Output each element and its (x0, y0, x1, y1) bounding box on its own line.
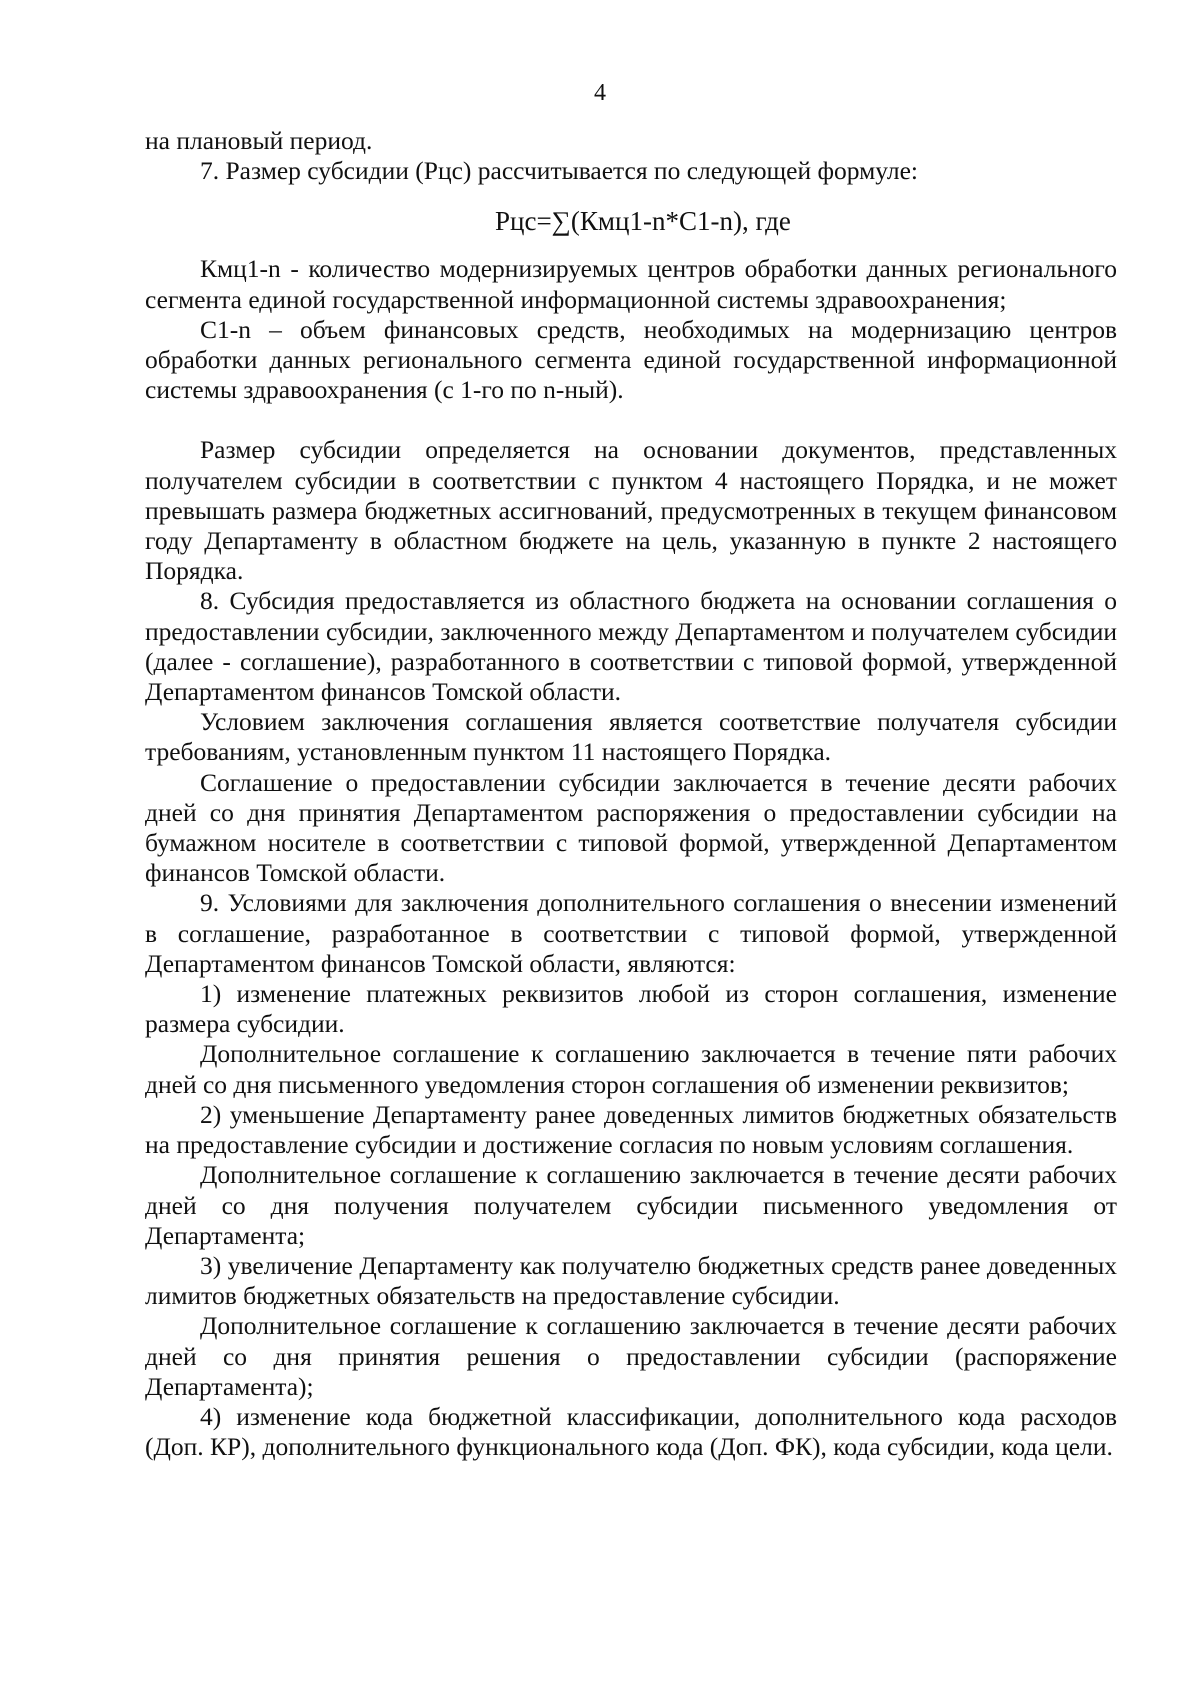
paragraph-condition-2-term: Дополнительное соглашение к соглашению заключается в течение десяти рабочих дней со дня получения получателем субсидии письменного уведомления от Департамента; (145, 1160, 1117, 1250)
paragraph-condition-2: 2) уменьшение Департаменту ранее доведенных лимитов бюджетных обязательств на предоставление субсидии и достижение согласия по новым условиям соглашения. (145, 1099, 1117, 1160)
paragraph-continuation: на плановый период. (145, 126, 373, 155)
paragraph-item-7: 7. Размер субсидии (Рцс) рассчитывается по следующей формуле: (200, 156, 919, 186)
paragraph-subsidy-size: Размер субсидии определяется на основании документов, представленных получателем субсидии в соответствии с пунктом 4 настоящего Порядка, и не может превышать размера бюджетных ассигнований, предусмотренных в текущем финансовом году Департаменту в областном бюджете на цель, указанную в пункте 2 настоящего Порядка. (145, 435, 1117, 586)
paragraph-condition-1: 1) изменение платежных реквизитов любой из сторон соглашения, изменение размера субсидии. (145, 979, 1117, 1039)
formula-definition-kmc: Кмц1-n - количество модернизируемых центров обработки данных регионального сегмента единой государственной информационной системы здравоохранения; (145, 254, 1117, 314)
formula-definition-c: С1-n – объем финансовых средств, необходимых на модернизацию центров обработки данных регионального сегмента единой государственной информационной системы здравоохранения (с 1-го по n-ный). (145, 314, 1117, 405)
paragraph-condition-3: 3) увеличение Департаменту как получателю бюджетных средств ранее доведенных лимитов бюджетных обязательств на предоставление субсидии. (145, 1250, 1117, 1311)
paragraph-condition-3-term: Дополнительное соглашение к соглашению заключается в течение десяти рабочих дней со дня принятия решения о предоставлении субсидии (распоряжение Департамента); (145, 1311, 1117, 1401)
page-number: 4 (594, 80, 606, 106)
paragraph-item-8: 8. Субсидия предоставляется из областного бюджета на основании соглашения о предоставлении субсидии, заключенного между Департаментом и получателем субсидии (далее - соглашение), разработанного в соответствии с типовой формой, утвержденной Департаментом финансов Томской области. (145, 586, 1117, 707)
paragraph-condition-1-term: Дополнительное соглашение к соглашению заключается в течение пяти рабочих дней со дня письменного уведомления сторон соглашения об изменении реквизитов; (145, 1039, 1117, 1099)
paragraph-condition-4: 4) изменение кода бюджетной классификации, дополнительного кода расходов (Доп. КР), дополнительного функционального кода (Доп. ФК), кода субсидии, кода цели. (145, 1401, 1117, 1462)
document-body (145, 126, 1117, 1462)
paragraph-agreement-term: Соглашение о предоставлении субсидии заключается в течение десяти рабочих дней со дня принятия Департаментом распоряжения о предоставлении субсидии на бумажном носителе в соответствии с типовой формой, утвержденной Департаментом финансов Томской области. (145, 767, 1117, 888)
paragraph-agreement-condition: Условием заключения соглашения является соответствие получателя субсидии требованиям, установленным пунктом 11 настоящего Порядка. (145, 707, 1117, 767)
paragraph-item-9: 9. Условиями для заключения дополнительного соглашения о внесении изменений в соглашение, разработанное в соответствии с типовой формой, утвержденной Департаментом финансов Томской области, являются: (145, 888, 1117, 978)
subsidy-formula: Рцс=∑(Кмц1-n*С1-n), где (495, 206, 791, 237)
